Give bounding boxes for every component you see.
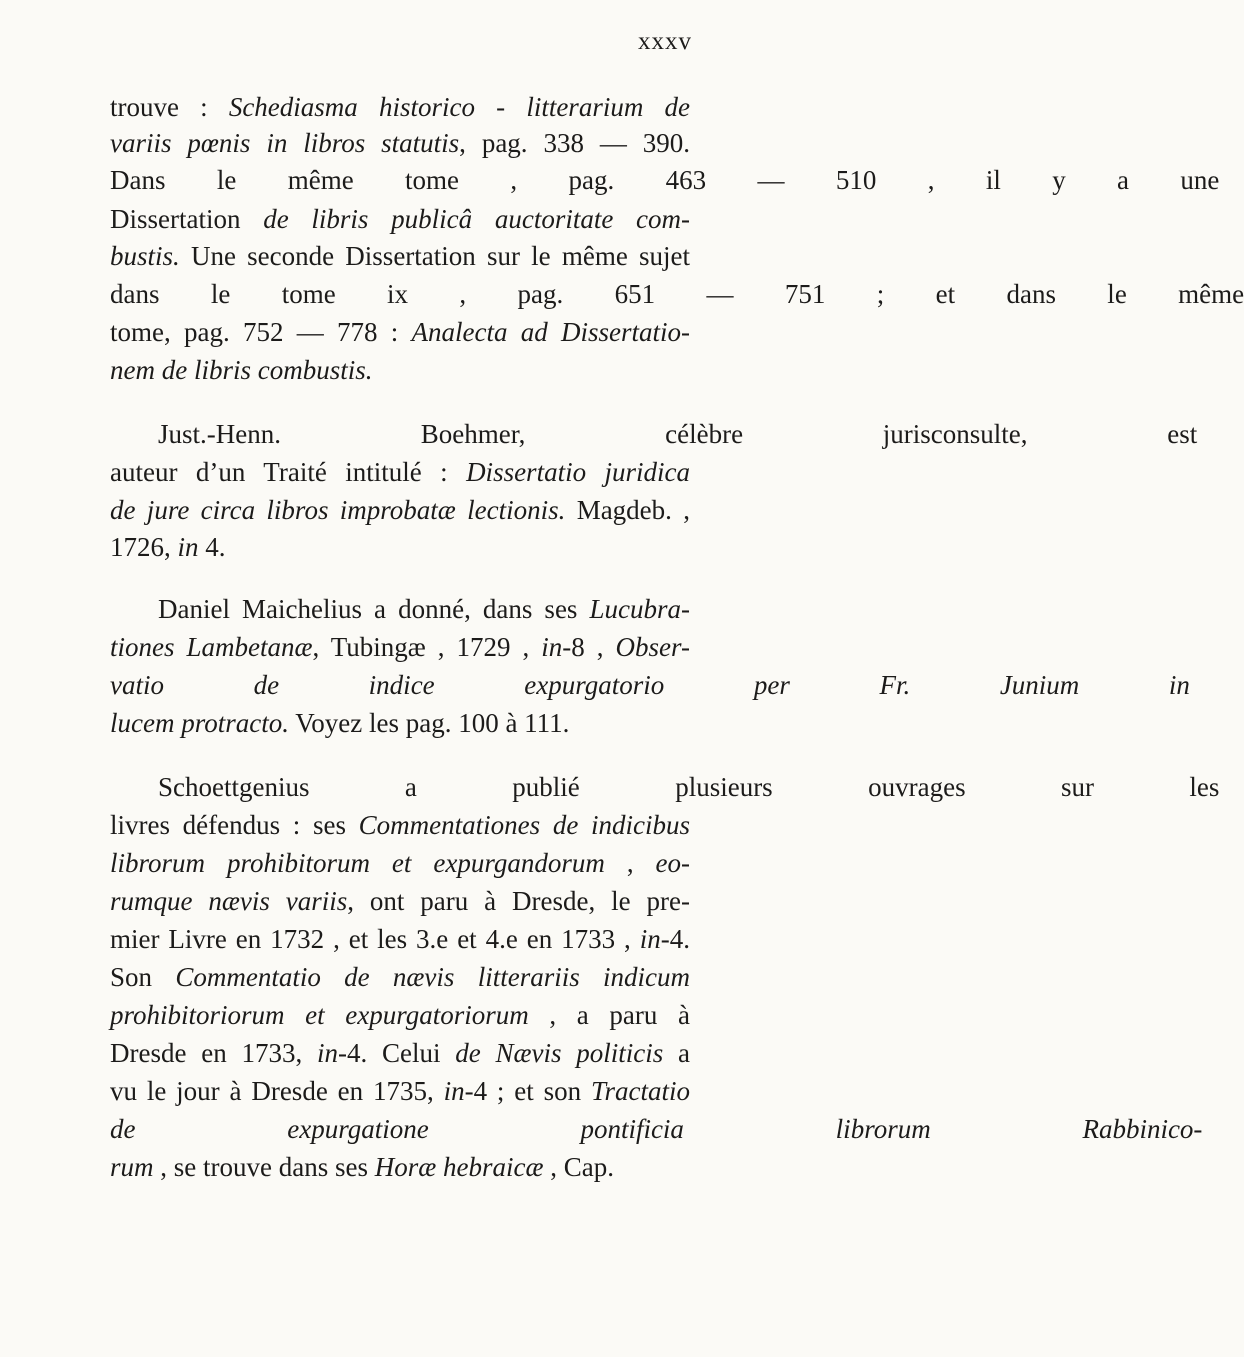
- italic-text: prohibitoriorum et expurgatoriorum: [110, 1000, 529, 1030]
- italic-text: Dissertatio juridica: [466, 457, 690, 487]
- text-line: [110, 313, 690, 351]
- text-line: [110, 666, 1190, 704]
- text-line: [158, 590, 690, 628]
- text-run: 4.: [198, 532, 226, 562]
- italic-text: de libris publicâ auctoritate com-: [263, 204, 690, 234]
- text-line: [110, 528, 690, 566]
- text-line: [110, 161, 1220, 199]
- text-line: [110, 491, 690, 529]
- text-line: [110, 806, 690, 844]
- text-line: [110, 1034, 690, 1072]
- italic-text: in: [639, 924, 661, 954]
- text-run: trouve :: [110, 92, 229, 122]
- italic-text: in: [541, 632, 563, 662]
- italic-text: de expurgatione pontificia librorum Rabbinico-: [110, 1114, 1203, 1144]
- text-run: Voyez les pag. 100 à 111.: [288, 708, 570, 738]
- italic-text: tiones Lambetanæ: [110, 632, 313, 662]
- text-run: Une seconde Dissertation sur le même sujet: [179, 241, 690, 271]
- italic-text: in: [443, 1076, 465, 1106]
- text-line: [110, 453, 690, 491]
- text-run: -4 ; et son: [464, 1076, 591, 1106]
- text-run: , a paru à: [528, 1000, 690, 1030]
- text-run: -4. Celui: [337, 1038, 456, 1068]
- text-run: Dresde en 1733,: [110, 1038, 317, 1068]
- text-run: , ont paru à Dresde, le pre-: [347, 886, 690, 916]
- text-line: [110, 958, 690, 996]
- text-line: [110, 200, 690, 238]
- text-line: [110, 920, 690, 958]
- text-line: [110, 628, 690, 666]
- text-line: [110, 351, 690, 389]
- italic-text: Horæ hebraicæ: [374, 1152, 544, 1182]
- italic-text: eo-: [655, 848, 690, 878]
- text-line: [110, 996, 690, 1034]
- italic-text: variis pœnis in libros statutis: [110, 128, 460, 158]
- page-number: xxxv: [638, 28, 692, 55]
- text-line: [110, 1072, 690, 1110]
- text-run: Dans le même tome , pag. 463 — 510 , il y a une: [110, 165, 1220, 195]
- text-run: livres défendus : ses: [110, 810, 359, 840]
- text-run: vu le jour à Dresde en 1735,: [110, 1076, 444, 1106]
- text-run: -8 ,: [562, 632, 616, 662]
- text-run: tome, pag. 752 — 778 :: [110, 317, 412, 347]
- text-run: Just.-Henn. Boehmer, célèbre jurisconsulte, est: [158, 419, 1198, 449]
- text-run: , Cap.: [543, 1152, 614, 1182]
- text-line: [110, 844, 690, 882]
- text-run: ,: [604, 848, 656, 878]
- text-line: [110, 88, 690, 126]
- text-line: [110, 275, 1244, 313]
- italic-text: vatio de indice expurgatorio per Fr. Junium in: [110, 670, 1190, 700]
- text-run: auteur d’un Traité intitulé :: [110, 457, 467, 487]
- text-line: [110, 1148, 690, 1186]
- text-run: , pag. 338 — 390.: [459, 128, 691, 158]
- text-run: a: [663, 1038, 690, 1068]
- text-run: 1726,: [110, 532, 178, 562]
- italic-text: Analecta ad Dissertatio-: [411, 317, 690, 347]
- italic-text: rum: [110, 1152, 154, 1182]
- italic-text: Schediasma historico - litterarium de: [228, 92, 690, 122]
- italic-text: de jure circa libros improbatæ lectionis.: [110, 495, 566, 525]
- text-run: , Tubingæ , 1729 ,: [312, 632, 542, 662]
- text-run: Schoettgenius a publié plusieurs ouvrages sur les: [158, 772, 1220, 802]
- italic-text: Lucubra-: [589, 594, 690, 624]
- text-line: [110, 1110, 1203, 1148]
- italic-text: nem de libris combustis.: [110, 355, 373, 385]
- italic-text: Commentationes de indicibus: [358, 810, 690, 840]
- italic-text: Commentatio de nævis litterariis indicum: [175, 962, 690, 992]
- text-run: Son: [110, 962, 176, 992]
- text-line: [110, 882, 690, 920]
- italic-text: in: [316, 1038, 338, 1068]
- text-line: [110, 124, 690, 162]
- italic-text: lucem protracto.: [110, 708, 289, 738]
- text-run: -4.: [660, 924, 690, 954]
- italic-text: rumque nævis variis: [110, 886, 348, 916]
- text-run: mier Livre en 1732 , et les 3.e et 4.e en 1733 ,: [110, 924, 640, 954]
- text-run: Daniel Maichelius a donné, dans ses: [158, 594, 590, 624]
- text-run: Dissertation: [110, 204, 264, 234]
- italic-text: de Nævis politicis: [455, 1038, 664, 1068]
- text-run: Magdeb. ,: [565, 495, 690, 525]
- italic-text: Tractatio: [590, 1076, 690, 1106]
- italic-text: librorum prohibitorum et expurgandorum: [110, 848, 605, 878]
- text-line: [158, 768, 1220, 806]
- italic-text: in: [177, 532, 199, 562]
- text-line: [110, 704, 690, 742]
- text-run: dans le tome ix , pag. 651 — 751 ; et dans le même: [110, 279, 1244, 309]
- italic-text: bustis.: [110, 241, 180, 271]
- text-line: [158, 415, 1198, 453]
- text-run: , se trouve dans ses: [153, 1152, 375, 1182]
- italic-text: Obser-: [615, 632, 690, 662]
- text-line: [110, 237, 690, 275]
